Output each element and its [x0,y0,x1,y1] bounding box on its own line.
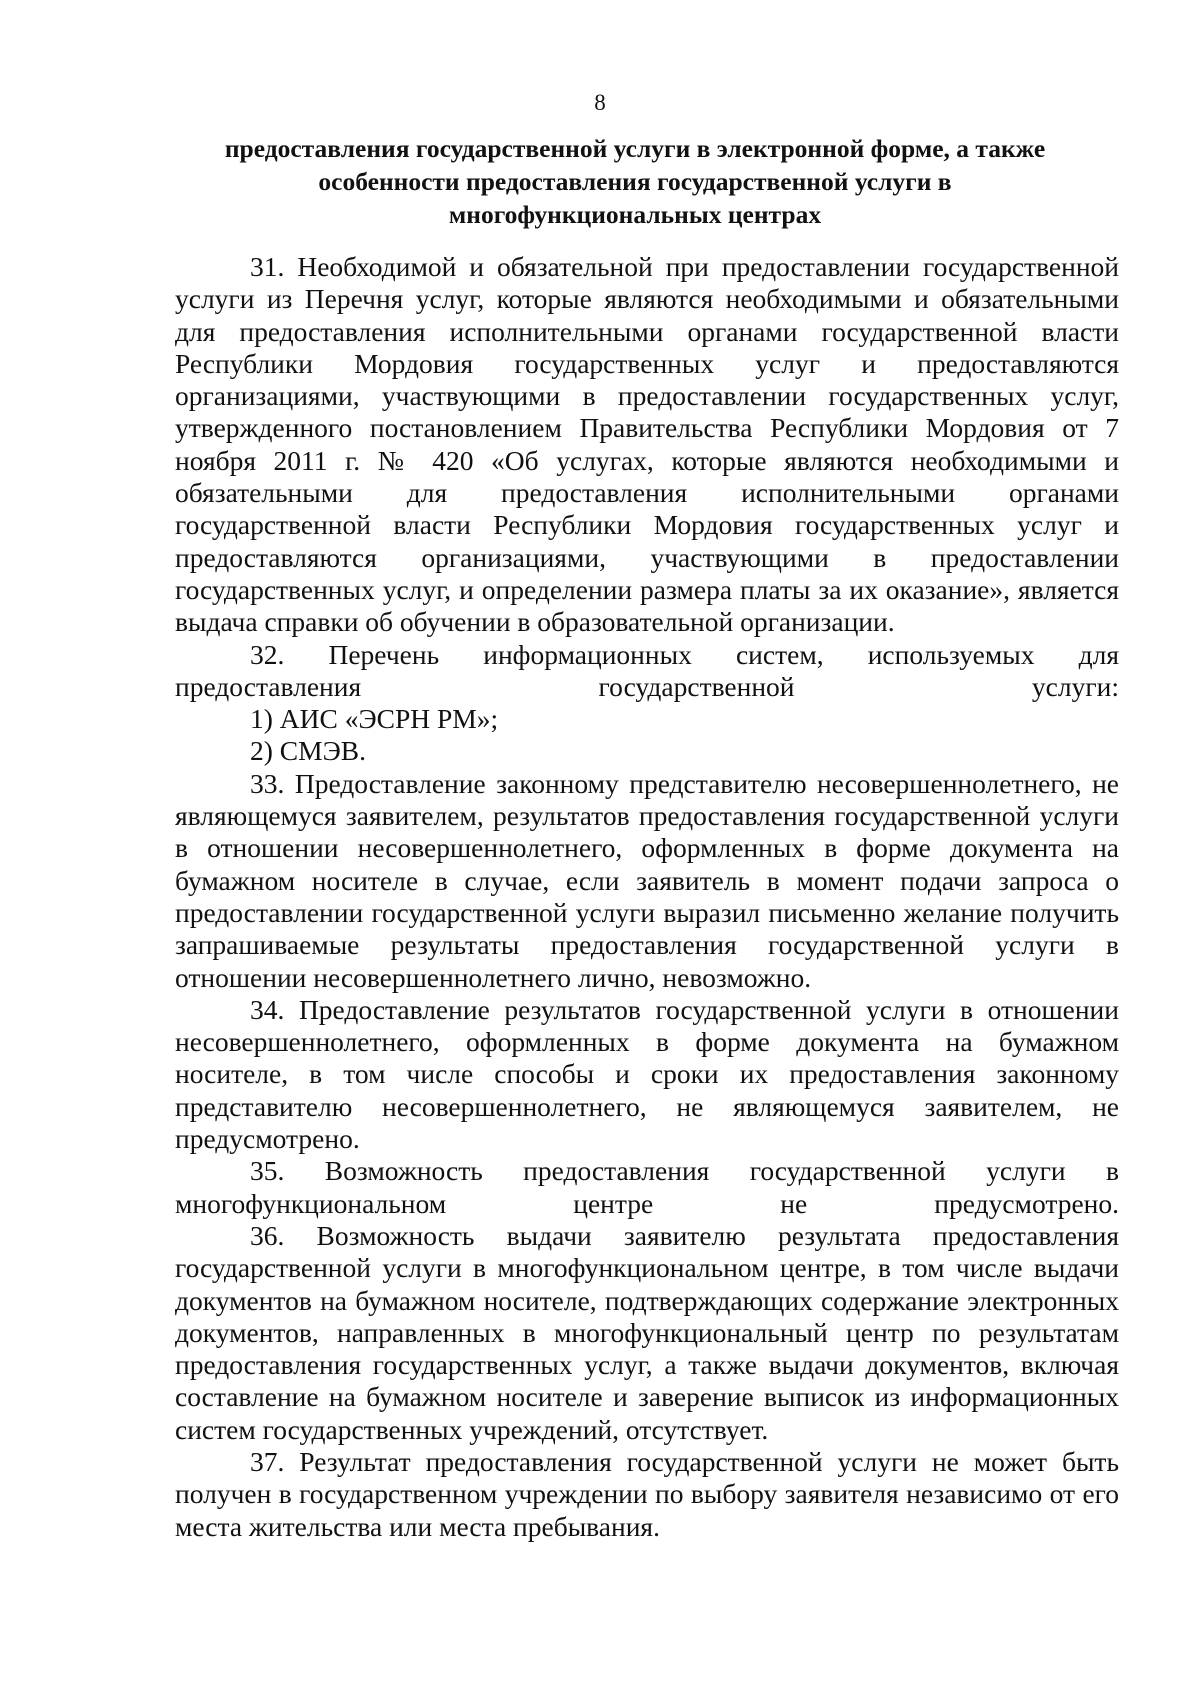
list-item-2: 2) СМЭВ. [250,735,366,767]
list-item-1: 1) АИС «ЭСРН РМ»; [250,703,499,735]
paragraph-32: 32. Перечень информационных систем, используемых для предоставления государственной услуги: [175,638,1119,702]
paragraph-36: 36. Возможность выдачи заявителю результата предоставления государственной услуги в многофункциональном центре, в том числе выдачи документов на бумажном носителе, подтверждающих содержание электронных документов, направленных в многофункциональный центр по результатам предоставления государственных услуг, а также выдачи документов, включая составление на бумажном носителе и заверение выписок из информационных систем государственных учреждений, отсутствует. [175,1219,1119,1445]
heading-line-3: многофункциональных центрах [448,200,822,229]
paragraph-34: 34. Предоставление результатов государственной услуги в отношении несовершеннолетнего, оформленных в форме документа на бумажном носителе, в том числе способы и сроки их предоставления законному представителю несовершеннолетнего, не являющемуся заявителем, не предусмотрено. [175,993,1119,1155]
heading-line-1: предоставления государственной услуги в электронной форме, а также [224,134,1046,163]
page-number: 8 [594,90,606,115]
paragraph-37: 37. Результат предоставления государственной услуги не может быть получен в государственном учреждении по выбору заявителя независимо от его места жительства или места пребывания. [175,1445,1119,1542]
document-body [175,251,1119,1543]
paragraph-35: 35. Возможность предоставления государственной услуги в многофункциональном центре не предусмотрено. [175,1155,1119,1219]
section-heading [160,132,1110,231]
paragraph-33: 33. Предоставление законному представителю несовершеннолетнего, не являющемуся заявителем, результатов предоставления государственной услуги в отношении несовершеннолетнего, оформленных в форме документа на бумажном носителе в случае, если заявитель в момент подачи запроса о предоставлении государственной услуги выразил письменно желание получить запрашиваемые результаты предоставления государственной услуги в отношении несовершеннолетнего лично, невозможно. [175,767,1119,993]
paragraph-31: 31. Необходимой и обязательной при предоставлении государственной услуги из Перечня услуг, которые являются необходимыми и обязательными для предоставления исполнительными органами государственной власти Республики Мордовия государственных услуг и предоставляются организациями, участвующими в предоставлении государственных услуг, утвержденного постановлением Правительства Республики Мордовия от 7 ноября 2011 г. № 420 «Об услугах, которые являются необходимыми и обязательными для предоставления исполнительными органами государственной власти Республики Мордовия государственных услуг и предоставляются организациями, участвующими в предоставлении государственных услуг, и определении размера платы за их оказание», является выдача справки об обучении в образовательной организации. [175,251,1119,638]
heading-line-2: особенности предоставления государственной услуги в [318,167,952,196]
